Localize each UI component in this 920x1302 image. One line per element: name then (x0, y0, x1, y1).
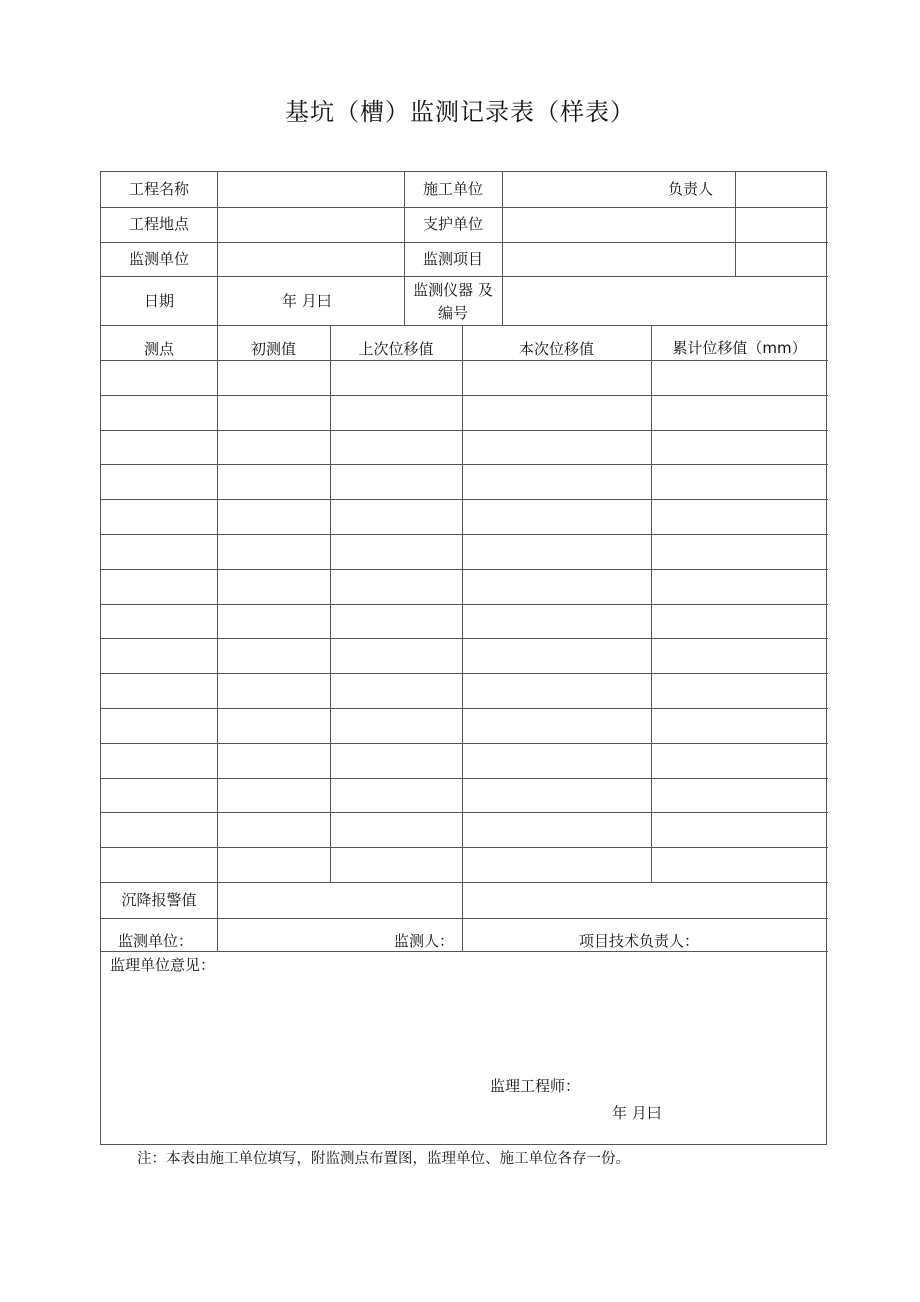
table-row (101, 395, 828, 430)
table-row (101, 604, 828, 639)
table-row (101, 743, 828, 778)
table-row (101, 569, 828, 604)
table-row (101, 638, 828, 673)
project-location-label: 工程地点 (128, 215, 189, 233)
page-title: 基坑（槽）监测记录表（样表） (285, 98, 635, 126)
column-header-previous: 上次位移值 (358, 340, 434, 358)
table-row (101, 360, 828, 395)
table-row (101, 430, 828, 465)
monitoring-item-label: 监测项目 (422, 250, 483, 268)
column-header-cumulative: 累计位移值（mm） (672, 339, 807, 357)
date-value: 年 月曰 (282, 292, 332, 310)
column-header-point: 测点 (143, 340, 174, 358)
table-row (101, 673, 828, 708)
instrument-label-line2: 编号 (437, 304, 468, 322)
table-row (101, 464, 828, 499)
monitoring-unit-label: 监测单位 (128, 250, 189, 268)
table-row (101, 708, 828, 743)
table-row (101, 847, 828, 882)
table-row (101, 499, 828, 534)
monitoring-unit-sign: 监测单位： (118, 932, 194, 950)
column-header-current: 本次位移值 (518, 340, 594, 358)
monitoring-record-form (100, 171, 827, 1145)
supervising-engineer-label: 监理工程师： (490, 1077, 581, 1095)
construction-unit-label: 施工单位 (422, 180, 483, 198)
project-name-label: 工程名称 (128, 180, 189, 198)
column-header-initial: 初测值 (250, 340, 296, 358)
footnote: 注：本表由施工单位填写，附监测点布置图，监理单位、施工单位各存一份。 (137, 1151, 630, 1167)
table-row (101, 812, 828, 847)
settlement-alarm-label: 沉降报警值 (121, 891, 197, 909)
supervision-opinion-label: 监理单位意见： (110, 956, 216, 974)
table-row (101, 778, 828, 813)
supervision-date: 年 月曰 (612, 1104, 662, 1122)
instrument-label-line1: 监测仪器 及 (413, 281, 493, 299)
monitor-person-sign: 监测人： (394, 932, 455, 950)
project-tech-lead-sign: 项目技术负责人： (579, 932, 700, 950)
support-unit-label: 支护单位 (422, 215, 483, 233)
person-in-charge-label: 负责人 (668, 180, 714, 198)
table-row (101, 534, 828, 569)
date-label: 日期 (143, 292, 174, 310)
